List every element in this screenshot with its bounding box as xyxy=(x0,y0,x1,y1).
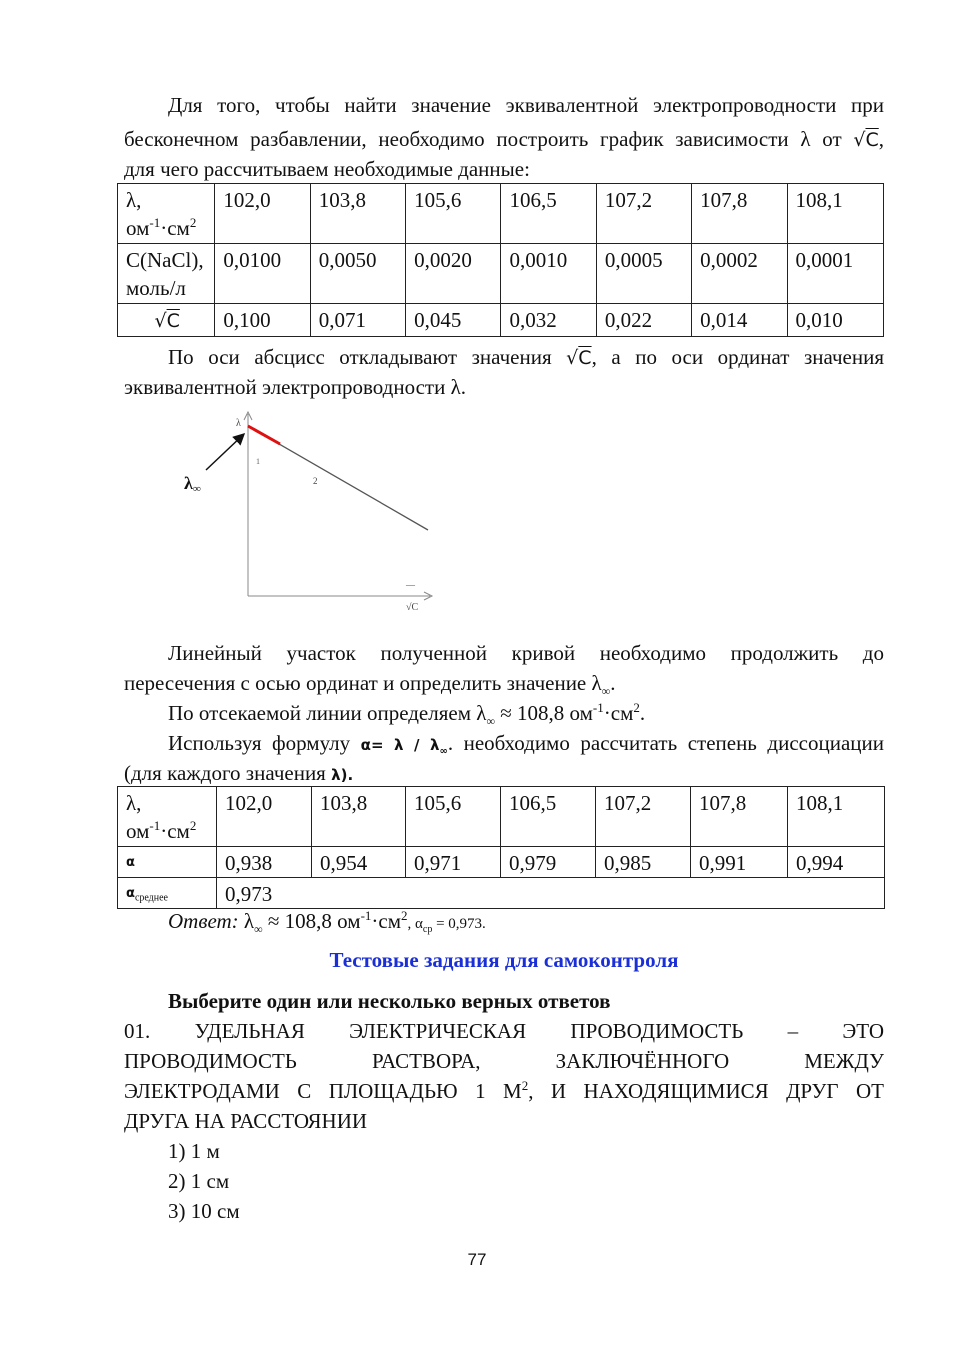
intro-line-2: бесконечном разбавлении, необходимо построить график зависимости λ от √C, xyxy=(124,127,884,151)
table-cell: 0,0002 xyxy=(692,244,787,304)
table-cell: 108,1 xyxy=(788,787,885,847)
table-cell: 0,010 xyxy=(787,304,883,337)
table-cell: 102,0 xyxy=(215,184,310,244)
table-cell: 107,8 xyxy=(692,184,787,244)
table-cell: 0,022 xyxy=(596,304,691,337)
formula: $\alpha= \lambda / \lambda_\infty$ xyxy=(360,736,448,757)
table-cell: 105,6 xyxy=(406,787,501,847)
answer-option-3[interactable]: 3) 10 см xyxy=(168,1199,240,1223)
table-cell: 103,8 xyxy=(310,184,405,244)
section-title: Тестовые задания для самоконтроля xyxy=(329,948,679,972)
table-cell: 0,0100 xyxy=(215,244,310,304)
table-cell: 0,045 xyxy=(406,304,501,337)
table-cell: 103,8 xyxy=(312,787,406,847)
table2-row-average xyxy=(118,878,885,909)
table-cell: 102,0 xyxy=(217,787,312,847)
table-cell-alpha-average: 0,973 xyxy=(217,878,885,909)
table-cell: 0,071 xyxy=(310,304,405,337)
table-cell: 107,2 xyxy=(596,184,691,244)
table-row-sqrt xyxy=(118,304,884,337)
answer-option-2[interactable]: 2) 1 см xyxy=(168,1169,230,1193)
table-cell: 108,1 xyxy=(787,184,883,244)
row-label-concentration: C(NaCl), моль/л xyxy=(118,244,215,304)
table-cell: 0,985 xyxy=(596,847,691,878)
table-cell: 0,0020 xyxy=(406,244,501,304)
table-cell: 0,014 xyxy=(692,304,787,337)
dash-mark: — xyxy=(406,580,415,590)
question-line-4: ДРУГА НА РАССТОЯНИИ xyxy=(124,1109,368,1133)
table-cell: 0,971 xyxy=(406,847,501,878)
table-cell: 105,6 xyxy=(406,184,501,244)
intro-line-2-text: бесконечном разбавлении, необходимо построить график зависимости λ от xyxy=(124,127,842,151)
line-label-1: 1 xyxy=(256,457,260,466)
table2-row-alpha xyxy=(118,847,885,878)
table-cell: 0,994 xyxy=(788,847,885,878)
intro-line-3: для чего рассчитываем необходимые данные: xyxy=(124,157,530,181)
lambda-inf-arrow xyxy=(206,434,244,470)
answer-line: Ответ: $\lambda_\infty \approx 108,8$ $ом^{-1}\cdot см^2$, $\alpha_{ср} = 0,973$. xyxy=(168,908,486,937)
table-cell: 106,5 xyxy=(501,787,596,847)
question-line-1: 01. УДЕЛЬНАЯ ЭЛЕКТРИЧЕСКАЯ ПРОВОДИМОСТЬ – ЭТО xyxy=(124,1019,884,1043)
conductivity-graph xyxy=(170,408,450,618)
question-line-2: ПРОВОДИМОСТЬ РАСТВОРА, ЗАКЛЮЧЁННОГО МЕЖДУ xyxy=(124,1049,884,1073)
table-row-lambda xyxy=(118,184,884,244)
lambda-inf-label: λ∞ xyxy=(184,473,201,495)
page-number: 77 xyxy=(467,1250,487,1269)
row-label-alpha: α xyxy=(118,847,217,878)
answer-label: Ответ: xyxy=(168,909,239,933)
table-cell: 0,0010 xyxy=(501,244,596,304)
axis-line-2: эквивалентной электропроводности λ. xyxy=(124,375,467,399)
sqrt-c-symbol: √C xyxy=(853,129,879,151)
x-axis-label: √C xyxy=(406,602,419,613)
table-cell: 0,0050 xyxy=(310,244,405,304)
table-cell: 0,0001 xyxy=(787,244,883,304)
linear-line-5: (для каждого значения λ). xyxy=(124,761,354,785)
instruction: Выберите один или несколько верных ответов xyxy=(168,989,611,1013)
row-label-lambda: λ, $ом^{-1}\cdot см^2$ xyxy=(118,787,217,847)
y-axis-label: λ xyxy=(236,418,241,429)
table-cell: 0,032 xyxy=(501,304,596,337)
linear-line-3: По отсекаемой линии определяем $\lambda_\infty \approx 108,8$ $ом^{-1}\cdot см^2$. xyxy=(168,700,646,729)
table-cell: 0,954 xyxy=(312,847,406,878)
linear-line-4: Используя формулу $\alpha= \lambda / \lambda_\infty$. необходимо рассчитать степень диссоциации xyxy=(168,731,884,757)
row-label-sqrt: √C xyxy=(118,304,215,337)
table-cell: 0,938 xyxy=(217,847,312,878)
table2-row-lambda xyxy=(118,787,885,847)
table-cell: 106,5 xyxy=(501,184,596,244)
data-line-1-highlight xyxy=(248,426,280,444)
table-cell: 107,2 xyxy=(596,787,691,847)
axis-line-1: По оси абсцисс откладывают значения √C, а по оси ординат значения xyxy=(168,345,885,369)
line-label-2: 2 xyxy=(313,476,318,486)
row-label-alpha-average: $\alpha_{среднее}$ xyxy=(118,878,217,909)
table-cell: 107,8 xyxy=(691,787,788,847)
data-table-1 xyxy=(117,183,884,337)
answer-option-1[interactable]: 1) 1 м xyxy=(168,1139,220,1163)
table-cell: 0,991 xyxy=(691,847,788,878)
linear-line-1: Линейный участок полученной кривой необходимо продолжить до xyxy=(168,641,884,665)
question-line-3: ЭЛЕКТРОДАМИ С ПЛОЩАДЬЮ 1 $М^2$, И НАХОДЯЩИМИСЯ ДРУГ ОТ xyxy=(124,1078,885,1103)
data-table-2 xyxy=(117,786,885,909)
table-cell: 0,100 xyxy=(215,304,310,337)
table-cell: 0,0005 xyxy=(596,244,691,304)
table-cell: 0,979 xyxy=(501,847,596,878)
linear-line-2: пересечения с осью ординат и определить значение $\lambda_\infty$. xyxy=(124,671,616,699)
table-row-concentration xyxy=(118,244,884,304)
intro-line-1: Для того, чтобы найти значение эквивалентной электропроводности при xyxy=(168,93,884,117)
row-label-lambda: λ, $ом^{-1}\cdot см^2$ xyxy=(118,184,215,244)
